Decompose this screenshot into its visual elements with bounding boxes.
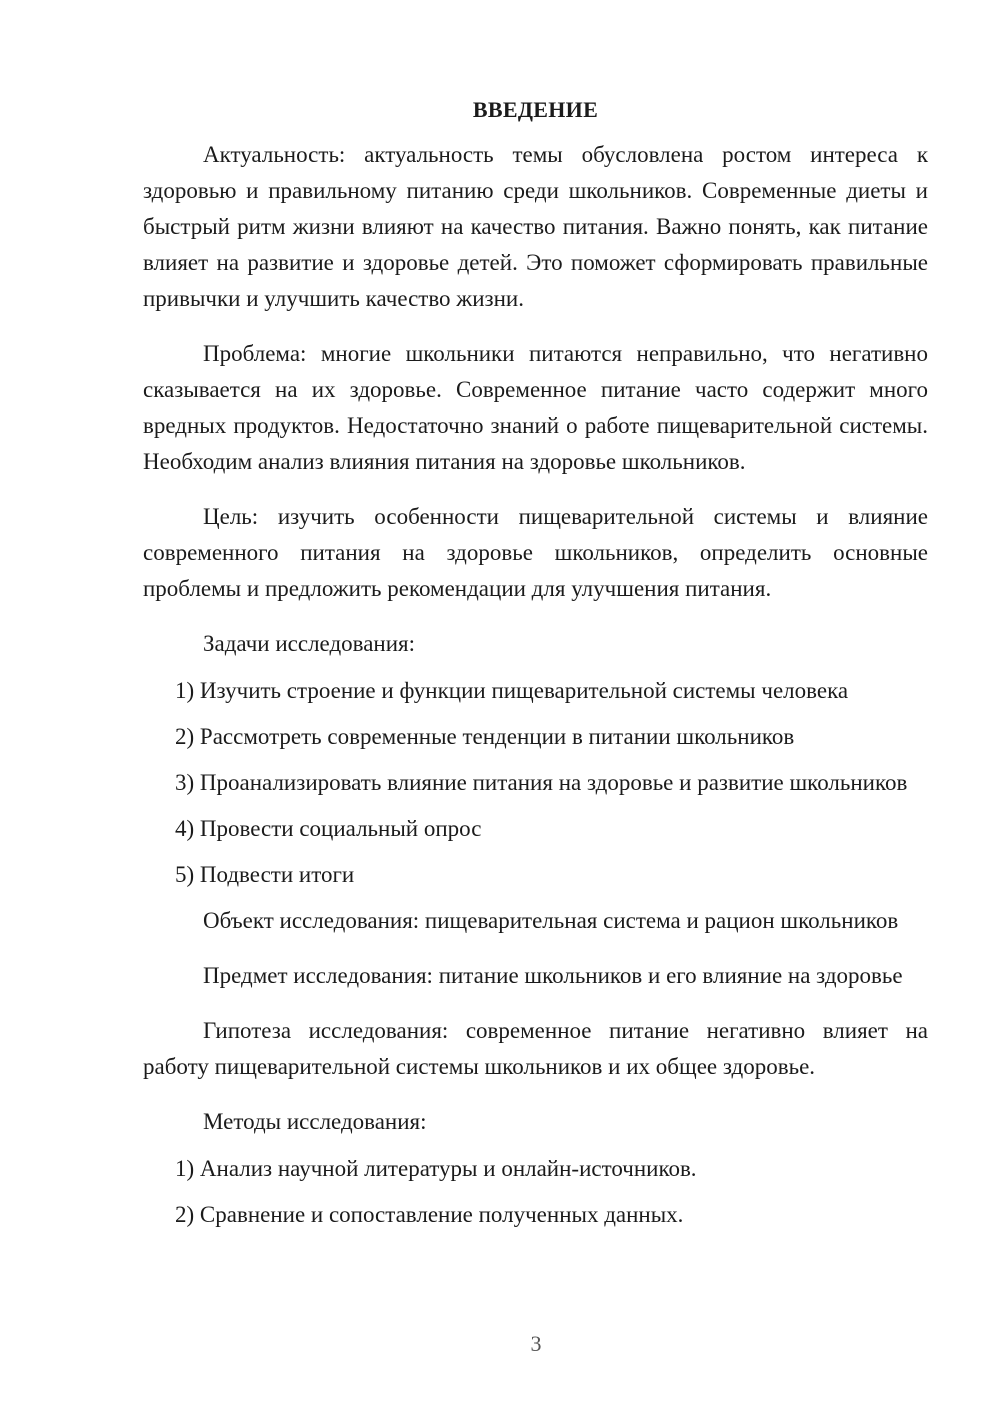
page-number: 3 xyxy=(530,1331,542,1356)
subject-paragraph: Предмет исследования: питание школьников и его влияние на здоровье xyxy=(203,963,903,988)
section-heading: ВВЕДЕНИЕ xyxy=(472,97,599,122)
object-paragraph: Объект исследования: пищеварительная система и рацион школьников xyxy=(203,908,899,933)
task-item: 1) Изучить строение и функции пищеварительной системы человека xyxy=(175,678,849,703)
hypothesis-paragraph: Гипотеза исследования: современное питание негативно влияет на работу пищеварительной системы школьников и их общее здоровье. xyxy=(143,1018,928,1079)
goal-paragraph: Цель: изучить особенности пищеварительной системы и влияние современного питания на здоровье школьников, определить основные проблемы и предложить рекомендации для улучшения питания. xyxy=(143,504,928,601)
method-item: 2) Сравнение и сопоставление полученных данных. xyxy=(175,1202,684,1227)
methods-heading: Методы исследования: xyxy=(203,1109,427,1134)
task-item: 5) Подвести итоги xyxy=(175,862,355,887)
relevance-paragraph: Актуальность: актуальность темы обусловлена ростом интереса к здоровью и правильному питанию среди школьников. Современные диеты и быстрый ритм жизни влияют на качество питания. Важно понять, как питание влияет на развитие и здоровье детей. Это поможет сформировать правильные привычки и улучшить качество жизни. xyxy=(143,142,928,311)
task-item: 2) Рассмотреть современные тенденции в питании школьников xyxy=(175,724,795,749)
problem-paragraph: Проблема: многие школьники питаются неправильно, что негативно сказывается на их здоровье. Современное питание часто содержит много вредных продуктов. Недостаточно знаний о работе пищеварительной системы. Необходим анализ влияния питания на здоровье школьников. xyxy=(143,341,928,474)
tasks-heading: Задачи исследования: xyxy=(203,631,416,656)
page-content xyxy=(143,94,928,1243)
task-item: 3) Проанализировать влияние питания на здоровье и развитие школьников xyxy=(175,770,908,795)
method-item: 1) Анализ научной литературы и онлайн-источников. xyxy=(175,1156,697,1181)
task-item: 4) Провести социальный опрос xyxy=(175,816,482,841)
